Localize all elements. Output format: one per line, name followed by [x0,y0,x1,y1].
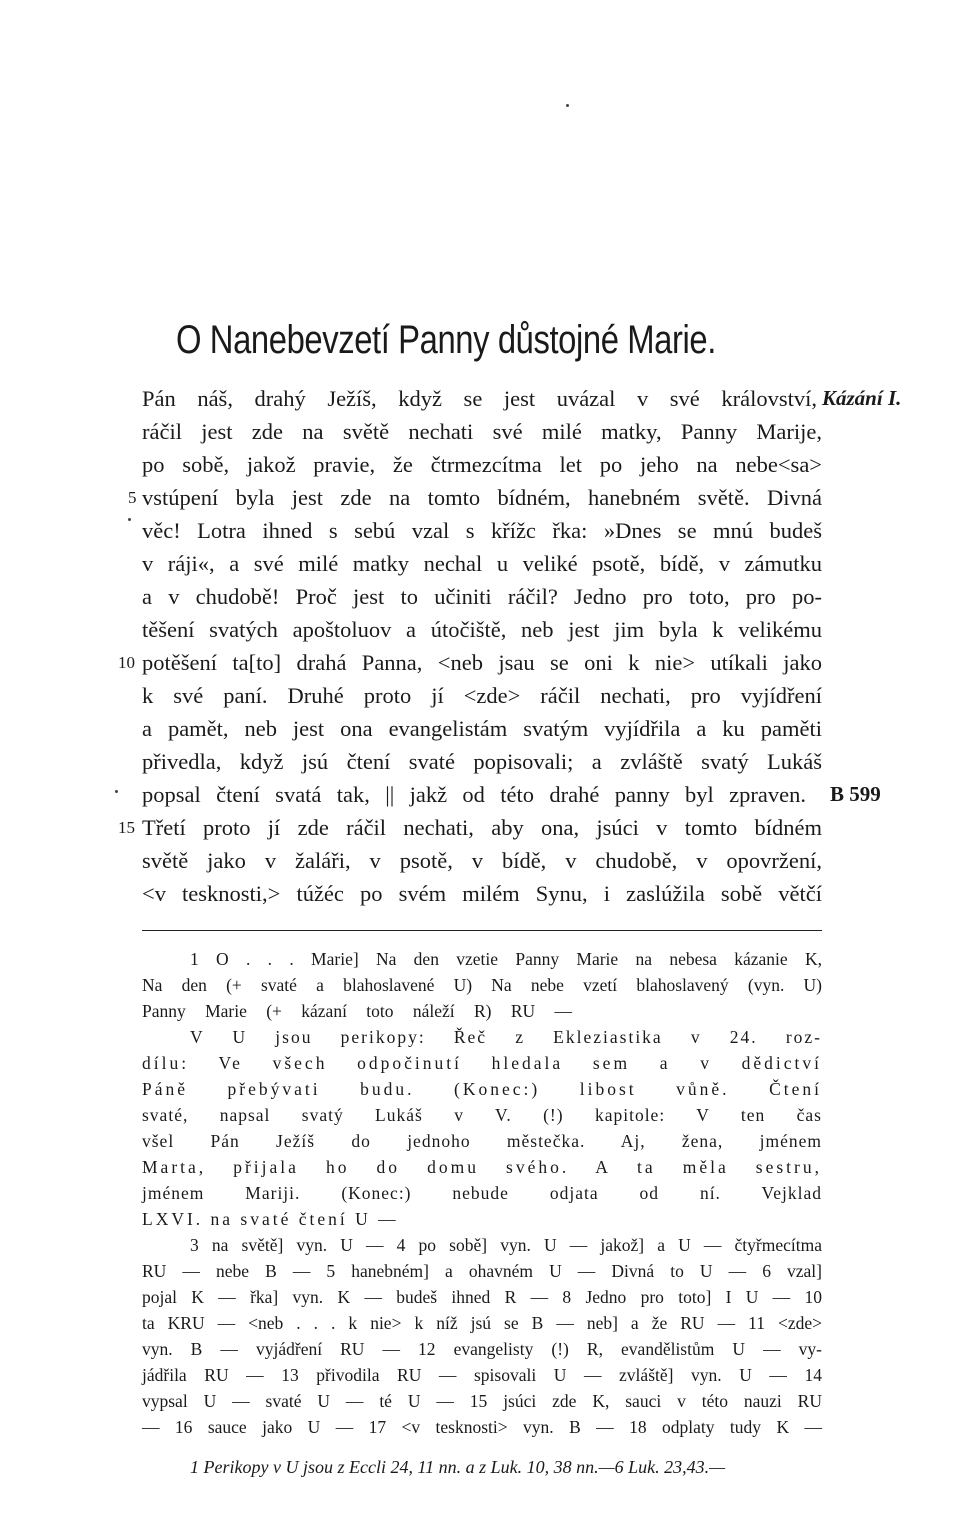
text-line: vstúpení byla jest zde na tomto bídném, hanebném světě. Divná [142,485,822,510]
apparatus-line: 3 na světě] vyn. U — 4 po sobě] vyn. U — jakož] a U — čtyřmecítma [190,1235,822,1255]
text-line: po sobě, jakož pravie, že čtrmezcítma let po jeho na nebe<sa> [142,452,822,477]
apparatus-line: dílu: Ve všech odpočinutí hledala sem a v dědictví [142,1053,822,1073]
apparatus-line: Na den (+ svaté a blahoslavené U) Na nebe vzetí blahoslavený (vyn. U) [142,975,822,995]
apparatus-line: vypsal U — svaté U — té U — 15 jsúci zde K, sauci v této nauzi RU [142,1391,822,1411]
footnote: 1 Perikopy v U jsou z Eccli 24, 11 nn. a z Luk. 10, 38 nn.—6 Luk. 23,43.— [190,1457,726,1477]
text-line: ráčil jest zde na světě nechati své milé matky, Panny Marije, [142,419,822,444]
apparatus-line: vyn. B — vyjádření RU — 12 evangelisty (!) R, evandělistům U — vy- [142,1339,822,1359]
separator-rule [142,930,822,931]
text-line: popsal čtení svatá tak, || jakž od této drahé panny byl zpraven. [142,782,806,807]
line-number: 5 [128,488,137,507]
text-line: světě jako v žaláři, v psotě, v bídě, v chudobě, v opovržení, [142,848,822,873]
apparatus-line: Páně přebývati budu. (Konec:) libost vůně. Čtení [142,1079,822,1099]
text-line: a pamět, neb jest ona evangelistám svatým vyjídřila a ku paměti [142,716,822,741]
line-number: 10 [118,653,135,672]
apparatus-line: svaté, napsal svatý Lukáš v V. (!) kapitole: V ten čas [142,1105,822,1125]
text-line: Pán náš, drahý Ježíš, když se jest uvázal v své království, [142,386,817,411]
text-line: <v tesknosti,> túžéc po svém milém Synu, i zaslúžila sobě větčí [142,881,822,906]
apparatus-line: pojal K — řka] vyn. K — budeš ihned R — 8 Jedno pro toto] I U — 10 [142,1287,822,1307]
apparatus-line: ta KRU — <neb . . . k nie> k níž jsú se B — neb] a že RU — 11 <zde> [142,1313,822,1333]
apparatus-line: LXVI. na svaté čtení U — [142,1209,399,1229]
text-line: těšení svatých apoštoluov a útočiště, neb jest jim byla k velikému [142,617,822,642]
apparatus-line: Marta, přijala ho do domu svého. A ta měla sestru, [142,1157,822,1177]
apparatus-line: 1 O . . . Marie] Na den vzetie Panny Marie na nebesa kázanie K, [190,949,822,969]
apparatus-line: Panny Marie (+ kázaní toto náleží R) RU — [142,1001,572,1021]
text-line: Třetí proto jí zde ráčil nechati, aby ona, jsúci v tomto bídném [142,815,822,840]
text-line: v ráji«, a své milé matky nechal u veliké psotě, bídě, v zámutku [142,551,822,576]
text-line: potěšení ta[to] drahá Panna, <neb jsau se oni k nie> utíkali jako [142,650,822,675]
margin-note-b599: B 599 [830,782,881,806]
text-line: přivedla, když jsú čtení svaté popisovali; a zvláště svatý Lukáš [142,749,822,774]
text-line: věc! Lotra ihned s sebú vzal s křížc řka: »Dnes se mnú budeš [142,518,822,543]
text-line: a v chudobě! Proč jest to učiniti ráčil? Jedno pro toto, pro po- [142,584,822,609]
speck-mark [566,104,569,107]
text-line: k své paní. Druhé proto jí <zde> ráčil nechati, pro vyjídření [142,683,822,708]
apparatus-line: — 16 sauce jako U — 17 <v tesknosti> vyn. B — 18 odplaty tudy K — [142,1417,822,1437]
line-number: 15 [118,818,135,837]
apparatus-line: jádřila RU — 13 přivodila RU — spisovali U — zvláště] vyn. U — 14 [142,1365,822,1385]
page-title: O Nanebevzetí Panny důstojné Marie. [176,318,716,362]
speck-mark [128,518,131,521]
apparatus-line: všel Pán Ježíš do jednoho městečka. Aj, žena, jménem [142,1131,822,1151]
margin-note-kazani: Kázání I. [822,386,902,410]
speck-mark [115,790,118,793]
apparatus-line: RU — nebe B — 5 hanebném] a ohavném U — Divná to U — 6 vzal] [142,1261,822,1281]
apparatus-line: V U jsou perikopy: Řeč z Ekleziastika v 24. roz- [190,1027,822,1047]
apparatus-line: jménem Mariji. (Konec:) nebude odjata od ní. Vejklad [142,1183,822,1203]
